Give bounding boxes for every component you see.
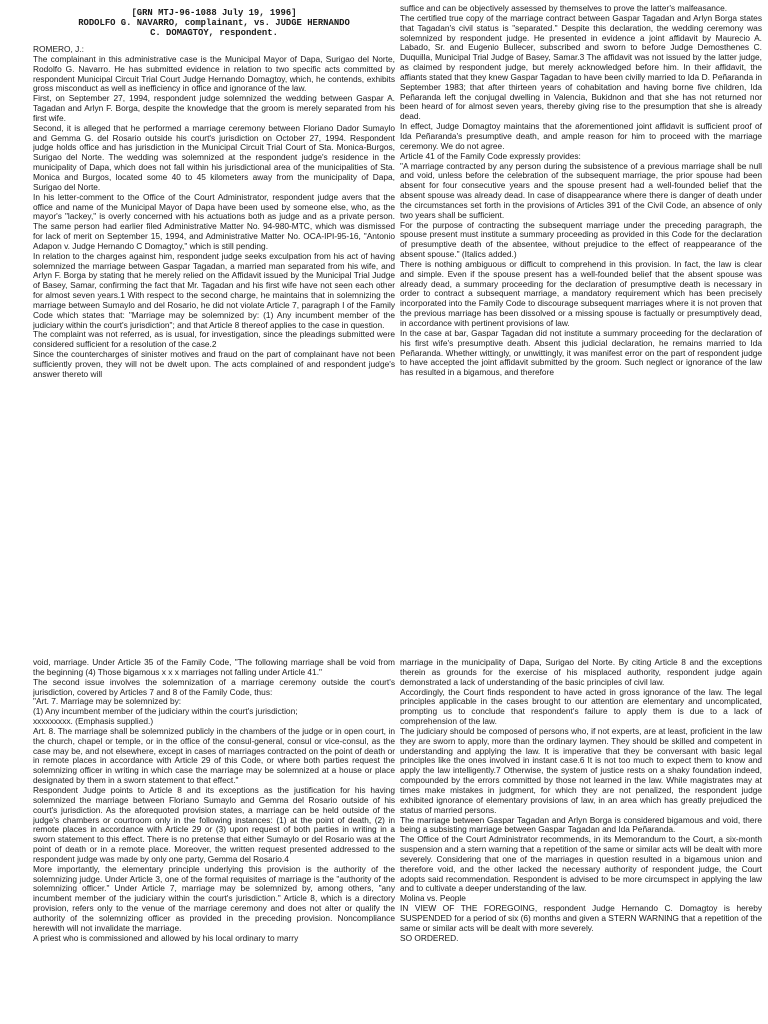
- paragraph: "Art. 7. Marriage may be solemnized by:: [33, 696, 182, 707]
- column-1: [33, 8, 395, 615]
- paragraph: The certified true copy of the marriage contract between Gaspar Tagadan and Arlyn Borga states that Tagadan's civil status is "separated." Despite this declaration, the wedding ceremony was solemnized by respondent judge. He presented in evidence a joint affidavit by Maurecio A. Labado, Sr. and Eugenio Bullecer, subscribed and sworn to before Judge Demosthenes C. Duquilla, Municipal Trial Judge of Basey, Samar.3 The affidavit was not issued by the latter judge, as claimed by respondent judge, but merely acknowledged before him. In their affidavit, the affiants stated that they knew Gaspar Tagadan to have been civilly married to Ida D. Peñaranda in September 1983; that after thirteen years of cohabitation and having borne five children, Ida Peñaranda left the conjugal dwelling in Valencia, Bukidnon and that she has not returned nor been heard of for almost seven years, thereby giving rise to the presumption that she is already dead.: [400, 12, 762, 122]
- paragraph: The second issue involves the solemnization of a marriage ceremony outside the court's jurisdiction, covered by Articles 7 and 8 of the Family Code, thus:: [33, 676, 395, 697]
- column-4: [400, 658, 762, 1020]
- paragraph: Accordingly, the Court finds respondent to have acted in gross ignorance of the law. The legal principles applicable in the cases brought to our attention are elementary and uncomplicated, prompting us to conclude that respondent's failure to apply them is due to a lack of comprehension of the law.: [400, 686, 762, 727]
- paragraph: The marriage between Gaspar Tagadan and Arlyn Borga is considered bigamous and void, there being a subsisting marriage between Gaspar Tagadan and Ida Peñaranda.: [400, 814, 762, 835]
- column-3: [33, 658, 395, 1020]
- paragraph: More importantly, the elementary principle underlying this provision is the authority of the solemnizing judge. Under Article 3, one of the formal requisites of marriage is the "authority of the solemnizing officer." Under Article 7, marriage may be solemnized by, among others, "any incumbent member of the judiciary within the court's jurisdiction." Article 8, which is a directory provision, refers only to the venue of the marriage ceremony and does not alter or qualify the authority of the solemnizing officer as provided in the preceding provision. Noncompliance herewith will not invalidate the marriage.: [33, 863, 395, 933]
- paragraph: In relation to the charges against him, respondent judge seeks exculpation from his act of having solemnized the marriage between Gaspar Tagadan, a married man separated from his wife, and Arlyn F. Borga by stating that he merely relied on the Affidavit issued by the Municipal Trial Judge of Basey, Samar, confirming the fact that Mr. Tagadan and his first wife have not seen each other for almost seven years.1 With respect to the second charge, he maintains that in solemnizing the marriage between Sumaylo and del Rosario, he did not violate Article 7, paragraph I of the Family Code which states that: "Marriage may be solemnized by: (1) Any incumbent member of the judiciary within the court's jurisdiction"; and that Article 8 thereof applies to the case in question.: [33, 250, 395, 330]
- paragraph: "A marriage contracted by any person during the subsistence of a previous marriage shall be null and void, unless before the celebration of the subsequent marriage, the prior spouse had been absent for four consecutive years and the spouse present had a well-founded belief that the absent spouse was already dead. In case of disappearance where there is danger of death under the circumstances set forth in the provisions of Articles 391 of the Civil Code, an absence of only two years shall be sufficient.: [400, 160, 762, 220]
- paragraph: Second, it is alleged that he performed a marriage ceremony between Floriano Dador Sumaylo and Gemma G. del Rosario outside his court's jurisdiction on October 27, 1994. Respondent judge holds office and has jurisdiction in the Municipal Circuit Trial Court of Sta. Monica-Burgos, Surigao del Norte. The wedding was solemnized at the respondent judge's residence in the municipality of Dapa, which does not fall within his jurisdictional area of the municipalities of Sta. Monica and Burgos, located some 40 to 45 kilometers away from the municipality of Dapa, Surigao del Norte.: [33, 122, 395, 192]
- paragraph: Article 41 of the Family Code expressly provides:: [400, 150, 581, 161]
- column-2: [400, 4, 762, 615]
- case-respondent: C. DOMAGTOY, respondent.: [150, 28, 278, 38]
- case-parties: RODOLFO G. NAVARRO, complainant, vs. JUDGE HERNANDO: [78, 18, 350, 28]
- paragraph: void, marriage. Under Article 35 of the Family Code, "The following marriage shall be void from the beginning (4) Those bigamous x x x marriages not falling under Article 41.": [33, 658, 395, 677]
- paragraph: Molina vs. People: [400, 893, 466, 904]
- paragraph: xxxxxxxxx. (Emphasis supplied.): [33, 716, 154, 727]
- paragraph: SO ORDERED.: [400, 932, 459, 943]
- paragraph: Respondent Judge points to Article 8 and its exceptions as the justification for his having solemnized the marriage between Floriano Sumaylo and Gemma del Rosario outside of his court's jurisdiction. As the aforequoted provision states, a marriage can be held outside of the judge's chambers or courtroom only in the following instances: (1) at the point of death, (2) in remote places in accordance with Article 29 or (3) upon request of both parties in writing in a sworn statement to this effect. There is no pretense that either Sumaylo or del Rosario was at the point of death or in a remote place. Moreover, the written request presented addressed to the respondent judge was made by only one party, Gemma del Rosario.4: [33, 784, 395, 864]
- paragraph: The complainant in this administrative case is the Municipal Mayor of Dapa, Surigao del Norte, Rodolfo G. Navarro. He has submitted evidence in relation to two specific acts committed by respondent Municipal Circuit Trial Court Judge Hernando Domagtoy, which, he contends, exhibits gross misconduct as well as inefficiency in office and ignorance of the law.: [33, 53, 395, 94]
- paragraph: There is nothing ambiguous or difficult to comprehend in this provision. In fact, the law is clear and simple. Even if the spouse present has a well-founded belief that the absent spouse was already dead, a summary proceeding for the declaration of presumptive death is necessary in order to contract a subsequent marriage, a mandatory requirement which has been precisely incorporated into the Family Code to discourage subsequent marriages where it is not proven that the previous marriage has been dissolved or a missing spouse is factually or presumptively dead, in accordance with pertinent provisions of law.: [400, 258, 762, 328]
- paragraph: Art. 8. The marriage shall be solemnized publicly in the chambers of the judge or in open court, in the church, chapel or temple, or in the office of the consul-general, consul or vice-consul, as the case may be, and not elsewhere, except in cases of marriages contracted on the point of death or in remote places in accordance with Article 29 of this Code, or where both parties request the solemnizing officer in writing in which case the marriage may be solemnized at a house or place designated by them in a sworn statement to that effect.": [33, 725, 395, 786]
- paragraph: suffice and can be objectively assessed by themselves to prove the latter's malfeasance.: [400, 4, 728, 13]
- paragraph: For the purpose of contracting the subsequent marriage under the preceding paragraph, the spouse present must institute a summary proceeding as provided in this Code for the declaration of presumptive death of the absentee, without prejudice to the effect of reappearance of the absent spouse." (Italics added.): [400, 219, 762, 260]
- paragraph: ROMERO, J.:: [33, 44, 84, 54]
- paragraph: IN VIEW OF THE FOREGOING, respondent Judge Hernando C. Domagtoy is hereby SUSPENDED for a period of six (6) months and given a STERN WARNING that a repetition of the same or similar acts will be dealt with more severely.: [400, 903, 762, 933]
- paragraph: Since the countercharges of sinister motives and fraud on the part of complainant have not been sufficiently proven, they will not be dwelt upon. The acts complained of and respondent judge's answer thereto will: [33, 349, 395, 379]
- paragraph: (1) Any incumbent member of the judiciary within the court's jurisdiction;: [33, 706, 298, 717]
- paragraph: First, on September 27, 1994, respondent judge solemnized the wedding between Gaspar A. Tagadan and Arlyn F. Borga, despite the knowledge that the groom is merely separated from his first wife.: [33, 93, 395, 123]
- paragraph: A priest who is commissioned and allowed by his local ordinary to marry: [33, 932, 299, 943]
- paragraph: The complaint was not referred, as is usual, for investigation, since the pleadings submitted were considered sufficient for a resolution of the case.2: [33, 329, 395, 350]
- paragraph: The judiciary should be composed of persons who, if not experts, are at least, proficient in the law they are sworn to apply, more than the ordinary laymen. They should be skilled and competent in understanding and applying the law. It is imperative that they be conversant with basic legal principles like the ones involved in instant case.6 It is not too much to expect them to know and apply the law intelligently.7 Otherwise, the system of justice rests on a shaky foundation indeed, compounded by the errors committed by those not learned in the law. While magistrates may at times make mistakes in judgment, for which they are not penalized, the respondent judge exhibited ignorance of elementary provisions of law, in an area which has greatly prejudiced the status of married persons.: [400, 725, 762, 815]
- paragraph: In the case at bar, Gaspar Tagadan did not institute a summary proceeding for the declaration of his first wife's presumptive death. Absent this judicial declaration, he remains married to Ida Peñaranda. Whether wittingly, or unwittingly, it was manifest error on the part of respondent judge to have accepted the joint affidavit submitted by the groom. Such neglect or ignorance of the law has resulted in a bigamous, and therefore: [400, 327, 762, 378]
- paragraph: In effect, Judge Domagtoy maintains that the aforementioned joint affidavit is sufficient proof of Ida Peñaranda's presumptive death, and ample reason for him to proceed with the marriage ceremony. We do not agree.: [400, 121, 762, 151]
- case-header: [33, 8, 395, 38]
- paragraph: The Office of the Court Administrator recommends, in its Memorandum to the Court, a six-month suspension and a stern warning that a repetition of the same or similar acts will be dealt with more severely. Considering that one of the marriages in question resulted in a bigamous union and therefore void, and the other lacked the necessary authority of respondent judge, the Court adopts said recommendation. Respondent is advised to be more circumspect in applying the law and to cultivate a deeper understanding of the law.: [400, 834, 762, 894]
- paragraph: marriage in the municipality of Dapa, Surigao del Norte. By citing Article 8 and the exceptions therein as grounds for the exercise of his misplaced authority, respondent judge again demonstrated a lack of understanding of the basic principles of civil law.: [400, 658, 762, 687]
- case-number: [GRN MTJ-96-1088 July 19, 1996]: [131, 8, 297, 18]
- paragraph: In his letter-comment to the Office of the Court Administrator, respondent judge avers that the office and name of the Municipal Mayor of Dapa have been used by someone else, who, as the mayor's "lackey," is overly concerned with his actuations both as judge and as a private person. The same person had earlier filed Administrative Matter No. 94-980-MTC, which was dismissed for lack of merit on September 15, 1994, and Administrative Matter No. OCA-IPI-95-16, "Antonio Adapon v. Judge Hernando C Domagtoy," which is still pending.: [33, 191, 395, 251]
